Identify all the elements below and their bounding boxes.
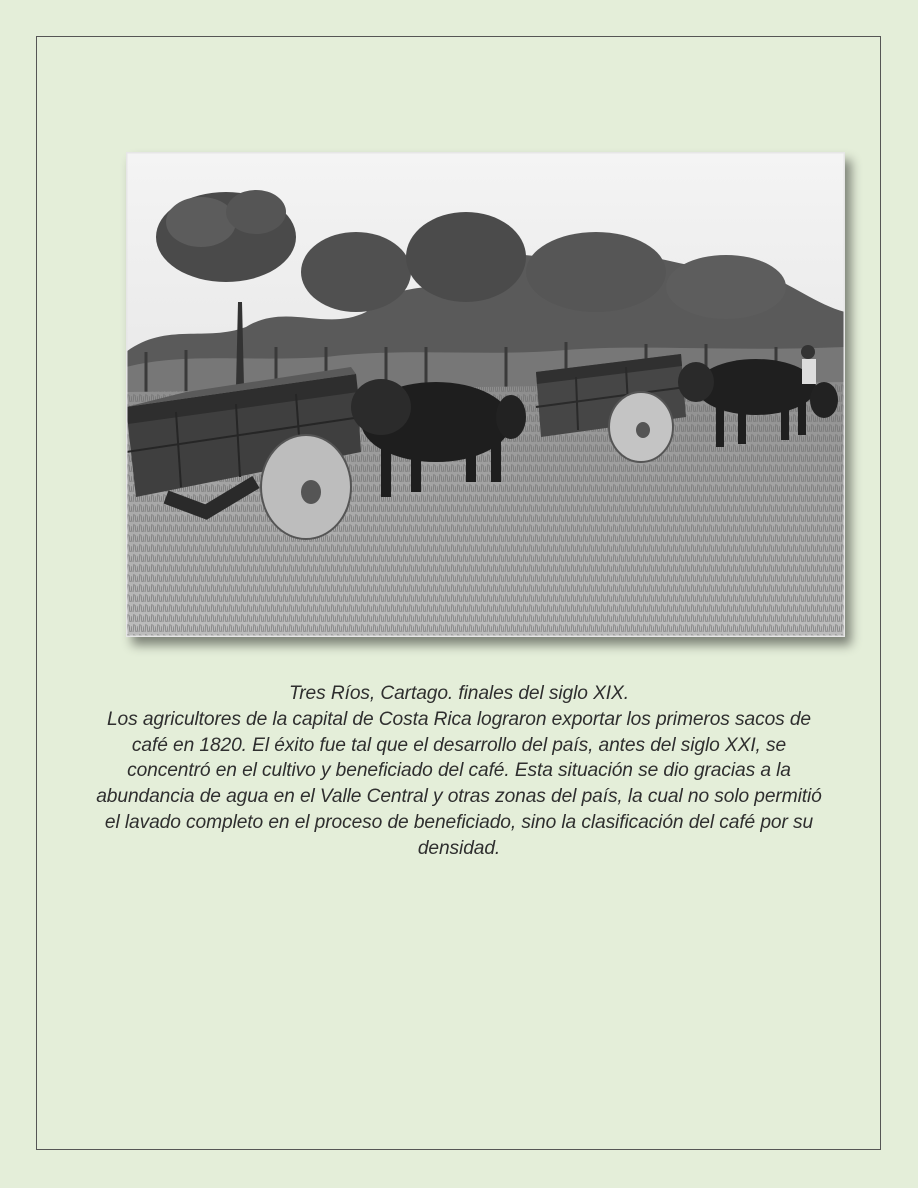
historic-photo: [126, 152, 845, 637]
photo-caption: [96, 681, 822, 862]
oxcart-photo-illustration: [126, 152, 845, 637]
caption-title: Tres Ríos, Cartago. finales del siglo XIX.: [289, 683, 629, 704]
caption-body: Los agricultores de la capital de Costa Rica lograron exportar los primeros sacos de café en 1820. El éxito fue tal que el desarrollo del país, antes del siglo XXI, se concentró en el cultivo y beneficiado del café. Esta situación se dio gracias a la abundancia de agua en el Valle Central y otras zonas del país, la cual no solo permitió el lavado completo en el proceso de beneficiado, sino la clasificación del café por su densidad.: [96, 708, 822, 859]
